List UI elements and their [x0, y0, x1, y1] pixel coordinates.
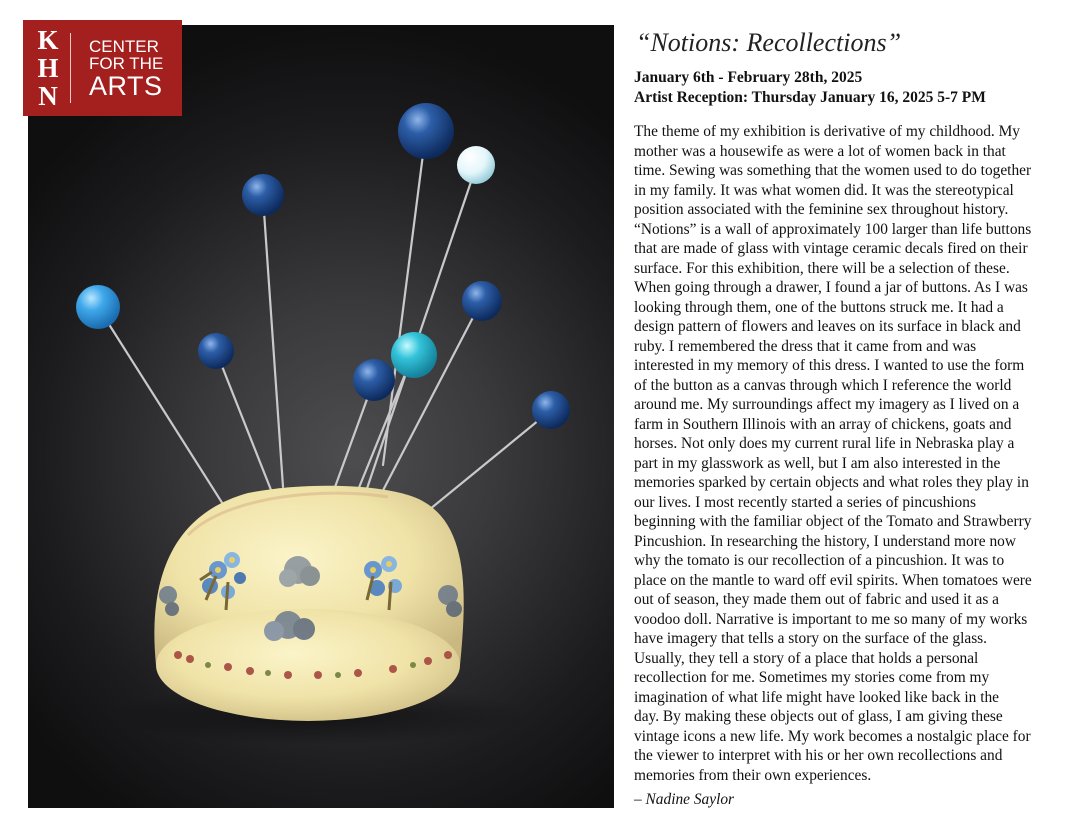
statement-line: interested in my memory of this dress. I wanted to use the form: [634, 357, 1025, 374]
statement-line: that are made of glass with vintage ceramic decals fired on their: [634, 240, 1028, 257]
statement-line: surface. For this exhibition, there will be a selection of these.: [634, 259, 1010, 277]
statement-line: ruby. I remembered the dress that it came from and was: [634, 337, 977, 355]
statement-line: out of season, they made them out of fabric and used it as a: [634, 591, 999, 608]
statement-line: why the tomato is our recollection of a pincushion. It was to: [634, 552, 1005, 569]
statement-line: of the button as a canvas through which I reference the world: [634, 376, 1012, 394]
statement-line: imagination of what life might have looked like back in the: [634, 688, 1000, 706]
statement-line: When going through a drawer, I found a jar of buttons. As I was: [634, 279, 1028, 296]
statement-line: horses. Not only does my current rural life in Nebraska play a: [634, 435, 1015, 452]
artist-signature: – Nadine Saylor: [634, 791, 735, 808]
statement-line: the viewer to interpret with his or her own recollections and: [634, 747, 1003, 764]
statement-line: mother was a housewife as were a lot of women back in that: [634, 142, 1006, 160]
statement-line: day. By making these objects out of glass, I am giving these: [634, 708, 1003, 725]
statement-line: have imagery that tells a story on the surface of the glass.: [634, 630, 988, 647]
statement-line: Usually, they tell a story of a place that holds a personal: [634, 649, 979, 667]
statement-line: position associated with the feminine sex throughout history.: [634, 201, 1009, 218]
artist-reception: Artist Reception: Thursday January 16, 2025 5-7 PM: [634, 89, 986, 106]
statement-line: around me. My surroundings affect my imagery as I lived on a: [634, 396, 1020, 413]
statement-line: memories sparked by certain objects and what roles they play in: [634, 474, 1029, 491]
statement-line: vintage icons a new life. My work becomes a nostalgic place for: [634, 727, 1031, 745]
statement-line: part in my glasswork as well, but I am also interested in the: [634, 454, 1001, 472]
statement-line: “Notions” is a wall of approximately 100 larger than life buttons: [634, 220, 1032, 238]
statement-line: time. Sewing was something that the women used to do together: [634, 162, 1032, 179]
exhibit-title: “Notions: Recollections”: [636, 28, 902, 57]
artist-statement: [634, 122, 1064, 785]
statement-line: place on the mantle to ward off evil spirits. When tomatoes were: [634, 571, 1032, 589]
statement-line: farm in Southern Illinois with an array of chickens, goats and: [634, 415, 1012, 433]
logo-divider: [70, 33, 71, 103]
statement-line: our lives. I most recently started a series of pincushions: [634, 493, 976, 511]
artwork-photo: [28, 25, 614, 808]
statement-line: memories from their own experiences.: [634, 766, 872, 784]
khn-logo: [23, 20, 182, 116]
date-range: January 6th - February 28th, 2025: [634, 69, 863, 86]
statement-line: The theme of my exhibition is derivative of my childhood. My: [634, 123, 1020, 140]
statement-line: in my family. It was what women did. It was the stereotypical: [634, 181, 1014, 199]
exhibit-dates: [634, 68, 986, 108]
statement-line: design pattern of flowers and leaves on its surface in black and: [634, 318, 1021, 335]
statement-line: beginning with the familiar object of the Tomato and Strawberry: [634, 513, 1032, 530]
statement-line: Pincushion. In researching the history, I understand more now: [634, 532, 1016, 550]
logo-monogram: K H N: [37, 25, 59, 111]
pincushion-illustration: [28, 25, 614, 808]
logo-wordmark: CENTER FOR THE ARTS: [89, 37, 164, 101]
statement-line: voodoo doll. Narrative is important to me so many of my works: [634, 610, 1028, 628]
statement-line: looking through them, one of the buttons struck me. It had a: [634, 298, 1004, 316]
statement-line: recollection for me. Sometimes my stories come from my: [634, 669, 990, 686]
